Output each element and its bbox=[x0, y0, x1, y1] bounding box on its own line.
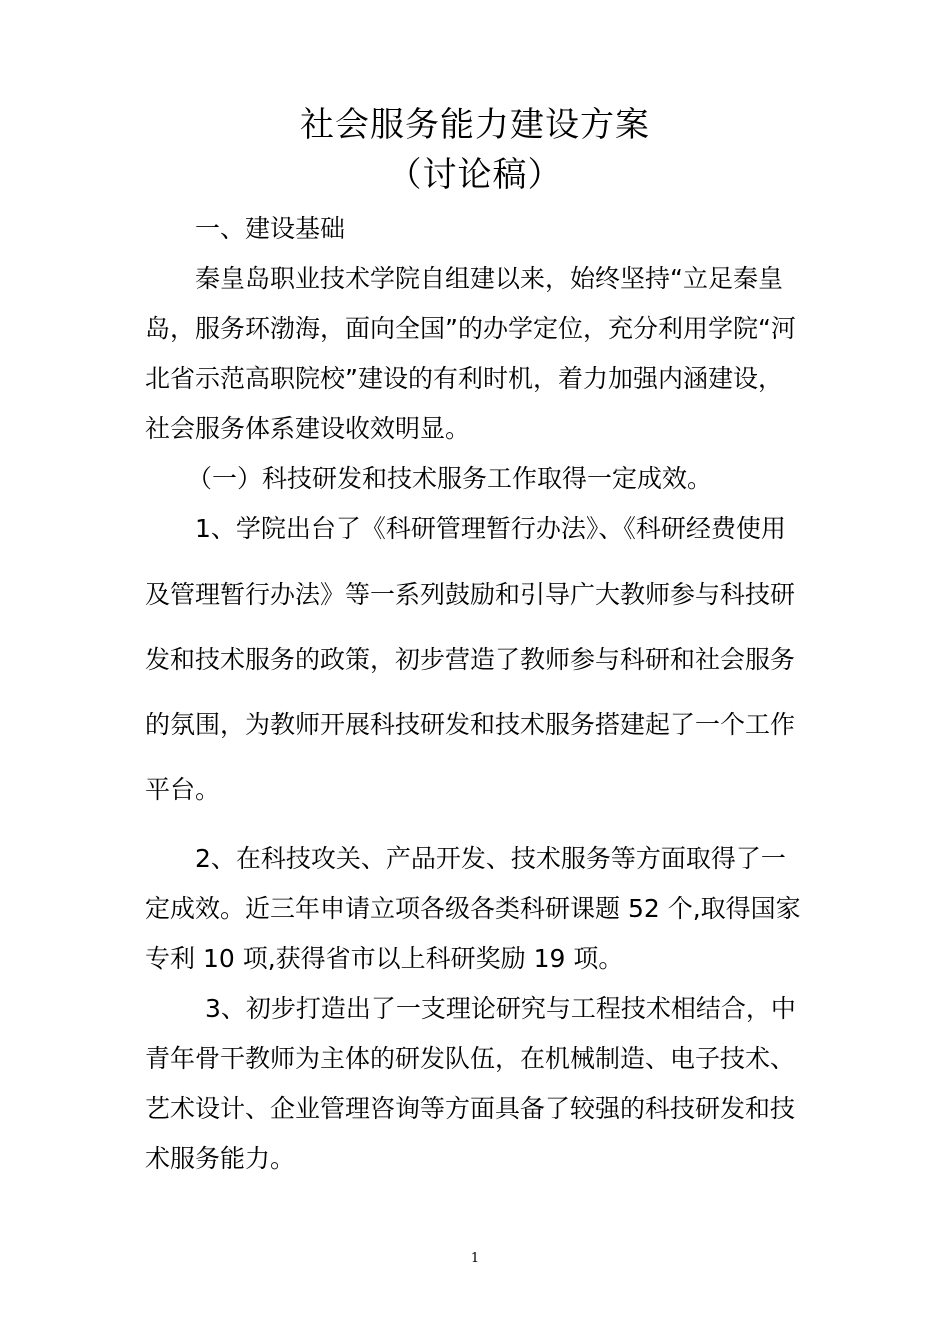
paragraph-line: 北省示范高职院校”建设的有利时机，着力加强内涵建设， bbox=[145, 364, 783, 393]
subsection-heading: （一）科技研发和技术服务工作取得一定成效。 bbox=[187, 464, 713, 493]
paragraph-line: 专利 10 项,获得省市以上科研奖励 19 项。 bbox=[145, 944, 624, 973]
paragraph-line: 平台。 bbox=[145, 775, 221, 804]
paragraph-line: 1、学院出台了《科研管理暂行办法》、《科研经费使用 bbox=[195, 514, 786, 543]
paragraph-line: 3、初步打造出了一支理论研究与工程技术相结合，中 bbox=[205, 994, 796, 1023]
document-title: 社会服务能力建设方案 bbox=[300, 105, 650, 145]
paragraph-line: 秦皇岛职业技术学院自组建以来，始终坚持“立足秦皇 bbox=[195, 264, 783, 293]
paragraph-line: 青年骨干教师为主体的研发队伍，在机械制造、电子技术、 bbox=[145, 1044, 796, 1073]
paragraph-line: 定成效。近三年申请立项各级各类科研课题 52 个,取得国家 bbox=[145, 894, 801, 923]
paragraph-line: 发和技术服务的政策，初步营造了教师参与科研和社会服务 bbox=[145, 645, 796, 674]
paragraph-line: 2、在科技攻关、产品开发、技术服务等方面取得了一 bbox=[195, 844, 786, 873]
paragraph-line: 术服务能力。 bbox=[145, 1144, 296, 1173]
section-heading: 一、建设基础 bbox=[195, 214, 346, 243]
paragraph-line: 岛，服务环渤海，面向全国”的办学定位，充分利用学院“河 bbox=[145, 314, 796, 343]
paragraph-line: 及管理暂行办法》等一系列鼓励和引导广大教师参与科技研 bbox=[145, 580, 796, 609]
paragraph-line: 的氛围，为教师开展科技研发和技术服务搭建起了一个工作 bbox=[145, 710, 796, 739]
paragraph-line: 艺术设计、企业管理咨询等方面具备了较强的科技研发和技 bbox=[145, 1094, 796, 1123]
paragraph-line: 社会服务体系建设收效明显。 bbox=[145, 414, 471, 443]
document-subtitle: （讨论稿） bbox=[387, 155, 563, 195]
page-number: 1 bbox=[470, 1251, 480, 1266]
